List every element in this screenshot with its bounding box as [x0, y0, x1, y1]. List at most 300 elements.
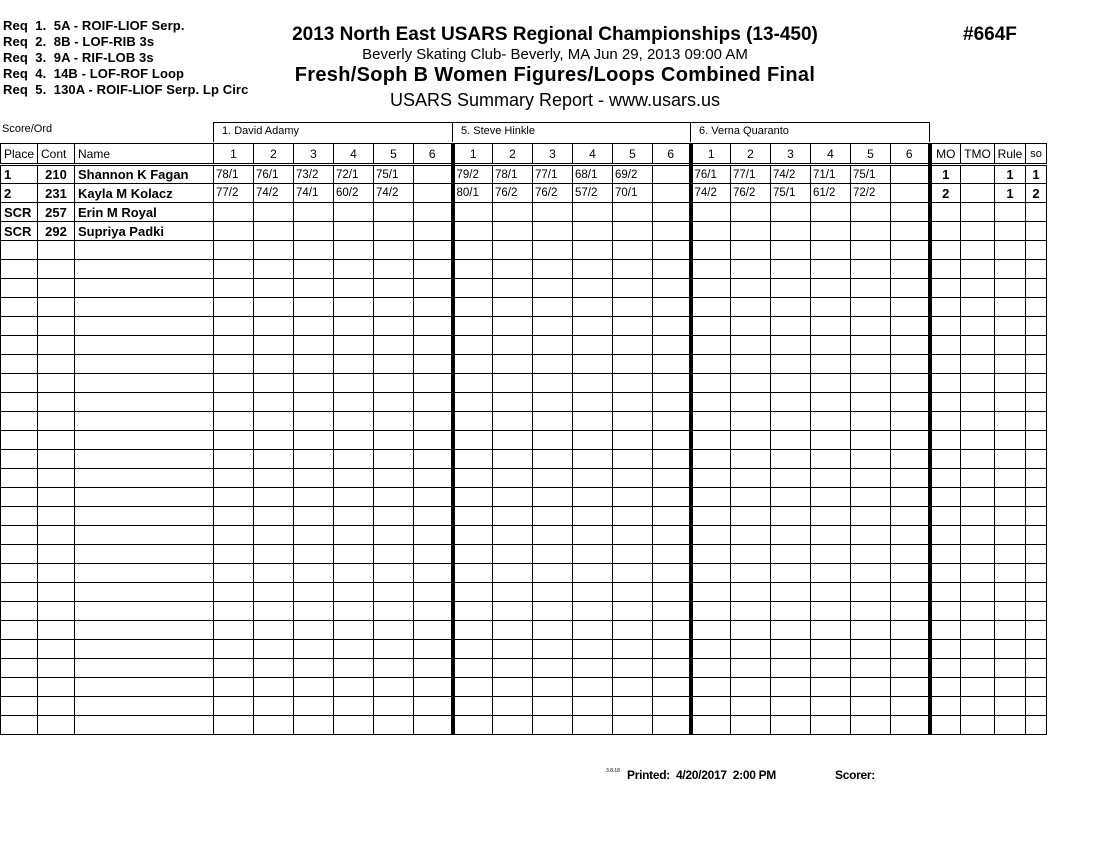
empty-cell: [961, 507, 995, 526]
empty-cell: [493, 678, 533, 697]
empty-cell: [995, 697, 1026, 716]
empty-cell: [214, 241, 254, 260]
empty-cell: [453, 279, 493, 298]
score-j2-fig1: [453, 222, 493, 241]
empty-cell: [930, 336, 961, 355]
empty-cell: [294, 564, 334, 583]
empty-cell: [493, 640, 533, 659]
empty-cell: [453, 241, 493, 260]
score-j1-fig5: 75/1: [374, 165, 414, 184]
empty-cell: [1026, 545, 1047, 564]
empty-cell: [573, 678, 613, 697]
empty-cell: [731, 317, 771, 336]
empty-cell: [214, 583, 254, 602]
empty-cell: [573, 355, 613, 374]
judge-header-2: 5. Steve Hinkle: [452, 122, 691, 142]
empty-cell: [254, 678, 294, 697]
empty-cell: [254, 526, 294, 545]
col-j1-fig4: 4: [334, 144, 374, 165]
empty-cell: [811, 659, 851, 678]
empty-cell: [891, 640, 930, 659]
empty-cell: [453, 621, 493, 640]
score-j2-fig6: [653, 203, 691, 222]
empty-cell: [771, 640, 811, 659]
empty-cell: [334, 241, 374, 260]
empty-cell: [453, 640, 493, 659]
empty-cell: [334, 260, 374, 279]
empty-cell: [573, 545, 613, 564]
empty-cell: [374, 279, 414, 298]
empty-cell: [75, 659, 214, 678]
empty-cell: [214, 450, 254, 469]
tmo-cell: [961, 222, 995, 241]
printed-label: Printed: 4/20/2017 2:00 PM: [627, 768, 777, 782]
empty-cell: [930, 678, 961, 697]
empty-cell: [453, 507, 493, 526]
rule-cell: 1: [995, 184, 1026, 203]
empty-cell: [533, 317, 573, 336]
empty-cell: [214, 678, 254, 697]
empty-cell: [334, 678, 374, 697]
empty-cell: [811, 583, 851, 602]
score-j1-fig4: 60/2: [334, 184, 374, 203]
score-j2-fig5: 69/2: [613, 165, 653, 184]
empty-cell: [374, 659, 414, 678]
empty-cell: [691, 355, 731, 374]
score-j2-fig5: [613, 203, 653, 222]
empty-cell: [38, 469, 75, 488]
score-j1-fig4: 72/1: [334, 165, 374, 184]
empty-cell: [811, 640, 851, 659]
col-mo: MO: [930, 144, 961, 165]
empty-cell: [1, 355, 38, 374]
empty-cell: [891, 374, 930, 393]
empty-row: [1, 450, 1047, 469]
empty-cell: [75, 431, 214, 450]
empty-cell: [214, 336, 254, 355]
empty-cell: [533, 469, 573, 488]
empty-cell: [851, 659, 891, 678]
empty-cell: [995, 602, 1026, 621]
empty-cell: [374, 374, 414, 393]
empty-cell: [493, 374, 533, 393]
empty-cell: [214, 545, 254, 564]
col-j2-fig6: 6: [653, 144, 691, 165]
empty-cell: [75, 526, 214, 545]
empty-cell: [1, 336, 38, 355]
empty-cell: [1, 488, 38, 507]
score-j3-fig5: 72/2: [851, 184, 891, 203]
empty-cell: [75, 241, 214, 260]
empty-cell: [573, 640, 613, 659]
empty-cell: [38, 640, 75, 659]
empty-cell: [493, 526, 533, 545]
empty-cell: [811, 716, 851, 735]
score-j2-fig3: 76/2: [533, 184, 573, 203]
empty-cell: [891, 526, 930, 545]
empty-cell: [38, 583, 75, 602]
empty-cell: [414, 393, 453, 412]
empty-cell: [533, 336, 573, 355]
empty-cell: [75, 260, 214, 279]
empty-cell: [961, 640, 995, 659]
score-j1-fig3: [294, 222, 334, 241]
empty-cell: [731, 583, 771, 602]
empty-cell: [961, 450, 995, 469]
score-j1-fig6: [414, 165, 453, 184]
empty-cell: [294, 260, 334, 279]
empty-cell: [731, 697, 771, 716]
empty-cell: [961, 336, 995, 355]
score-j2-fig6: [653, 222, 691, 241]
empty-cell: [691, 469, 731, 488]
empty-cell: [851, 697, 891, 716]
col-j3-fig2: 2: [731, 144, 771, 165]
empty-cell: [374, 678, 414, 697]
empty-cell: [613, 507, 653, 526]
empty-row: [1, 678, 1047, 697]
empty-cell: [731, 678, 771, 697]
empty-cell: [653, 355, 691, 374]
empty-cell: [38, 279, 75, 298]
empty-cell: [254, 241, 294, 260]
empty-cell: [374, 564, 414, 583]
empty-cell: [653, 716, 691, 735]
empty-cell: [453, 431, 493, 450]
empty-cell: [995, 469, 1026, 488]
empty-row: [1, 640, 1047, 659]
score-j2-fig3: 77/1: [533, 165, 573, 184]
empty-cell: [1026, 583, 1047, 602]
empty-cell: [254, 355, 294, 374]
empty-cell: [414, 374, 453, 393]
empty-cell: [75, 317, 214, 336]
empty-cell: [1, 659, 38, 678]
score-j2-fig1: 80/1: [453, 184, 493, 203]
empty-cell: [75, 336, 214, 355]
empty-cell: [334, 374, 374, 393]
empty-cell: [414, 697, 453, 716]
score-j3-fig2: 77/1: [731, 165, 771, 184]
empty-cell: [414, 431, 453, 450]
empty-cell: [653, 260, 691, 279]
empty-cell: [294, 431, 334, 450]
score-j3-fig1: 74/2: [691, 184, 731, 203]
empty-cell: [214, 526, 254, 545]
empty-cell: [1026, 507, 1047, 526]
score-j2-fig5: [613, 222, 653, 241]
empty-cell: [1026, 298, 1047, 317]
empty-cell: [254, 488, 294, 507]
empty-cell: [653, 317, 691, 336]
empty-cell: [414, 241, 453, 260]
empty-cell: [294, 716, 334, 735]
empty-cell: [1, 412, 38, 431]
empty-cell: [691, 488, 731, 507]
empty-cell: [1026, 241, 1047, 260]
empty-cell: [214, 279, 254, 298]
empty-cell: [533, 450, 573, 469]
empty-cell: [38, 355, 75, 374]
empty-cell: [891, 431, 930, 450]
empty-cell: [334, 659, 374, 678]
empty-cell: [75, 355, 214, 374]
empty-cell: [414, 640, 453, 659]
score-j2-fig2: 78/1: [493, 165, 533, 184]
empty-cell: [493, 659, 533, 678]
empty-cell: [771, 374, 811, 393]
empty-cell: [38, 621, 75, 640]
empty-cell: [1026, 374, 1047, 393]
empty-cell: [653, 507, 691, 526]
score-j1-fig3: [294, 203, 334, 222]
empty-cell: [891, 507, 930, 526]
empty-cell: [731, 336, 771, 355]
empty-cell: [811, 526, 851, 545]
empty-cell: [891, 279, 930, 298]
col-j3-fig6: 6: [891, 144, 930, 165]
empty-cell: [961, 659, 995, 678]
empty-cell: [995, 279, 1026, 298]
empty-cell: [961, 602, 995, 621]
empty-cell: [811, 602, 851, 621]
empty-cell: [254, 640, 294, 659]
empty-cell: [334, 298, 374, 317]
empty-cell: [691, 659, 731, 678]
score-j3-fig5: 75/1: [851, 165, 891, 184]
score-j1-fig1: 77/2: [214, 184, 254, 203]
empty-cell: [38, 507, 75, 526]
score-j3-fig3: [771, 203, 811, 222]
empty-cell: [493, 298, 533, 317]
empty-cell: [811, 507, 851, 526]
empty-cell: [294, 241, 334, 260]
empty-cell: [691, 431, 731, 450]
empty-cell: [334, 393, 374, 412]
empty-cell: [851, 355, 891, 374]
empty-cell: [691, 507, 731, 526]
empty-cell: [995, 545, 1026, 564]
empty-cell: [771, 659, 811, 678]
empty-cell: [961, 374, 995, 393]
empty-cell: [214, 412, 254, 431]
empty-cell: [533, 374, 573, 393]
empty-cell: [653, 431, 691, 450]
empty-cell: [771, 507, 811, 526]
empty-cell: [334, 564, 374, 583]
empty-cell: [214, 659, 254, 678]
empty-cell: [811, 298, 851, 317]
empty-cell: [653, 298, 691, 317]
empty-cell: [334, 602, 374, 621]
empty-cell: [653, 564, 691, 583]
score-j3-fig5: [851, 203, 891, 222]
empty-cell: [1026, 336, 1047, 355]
empty-cell: [374, 336, 414, 355]
empty-cell: [731, 241, 771, 260]
empty-cell: [573, 279, 613, 298]
empty-cell: [214, 260, 254, 279]
empty-cell: [811, 488, 851, 507]
empty-cell: [731, 260, 771, 279]
empty-row: [1, 260, 1047, 279]
cont-cell: 231: [38, 184, 75, 203]
judge-header-1: 1. David Adamy: [213, 122, 453, 142]
empty-cell: [613, 450, 653, 469]
empty-cell: [995, 241, 1026, 260]
empty-cell: [930, 355, 961, 374]
empty-cell: [691, 412, 731, 431]
empty-cell: [653, 640, 691, 659]
empty-cell: [493, 393, 533, 412]
empty-cell: [533, 716, 573, 735]
empty-cell: [1, 241, 38, 260]
empty-cell: [294, 298, 334, 317]
score-j1-fig5: 74/2: [374, 184, 414, 203]
empty-cell: [294, 697, 334, 716]
empty-cell: [653, 469, 691, 488]
empty-cell: [334, 697, 374, 716]
empty-cell: [573, 317, 613, 336]
empty-cell: [731, 355, 771, 374]
empty-cell: [1026, 393, 1047, 412]
empty-row: [1, 336, 1047, 355]
empty-cell: [573, 241, 613, 260]
empty-cell: [961, 317, 995, 336]
empty-cell: [691, 697, 731, 716]
empty-cell: [851, 450, 891, 469]
score-j1-fig2: [254, 203, 294, 222]
empty-cell: [75, 393, 214, 412]
empty-cell: [891, 602, 930, 621]
empty-cell: [75, 583, 214, 602]
tmo-cell: [961, 203, 995, 222]
empty-cell: [414, 279, 453, 298]
empty-cell: [891, 393, 930, 412]
empty-cell: [75, 697, 214, 716]
empty-cell: [493, 602, 533, 621]
empty-row: [1, 317, 1047, 336]
place-cell: SCR: [1, 222, 38, 241]
empty-cell: [493, 716, 533, 735]
col-j2-fig4: 4: [573, 144, 613, 165]
empty-row: [1, 279, 1047, 298]
empty-cell: [930, 602, 961, 621]
empty-cell: [573, 431, 613, 450]
empty-cell: [691, 602, 731, 621]
empty-cell: [771, 469, 811, 488]
empty-cell: [75, 640, 214, 659]
empty-cell: [851, 545, 891, 564]
empty-cell: [930, 564, 961, 583]
empty-cell: [930, 241, 961, 260]
empty-cell: [995, 317, 1026, 336]
empty-cell: [891, 317, 930, 336]
empty-cell: [38, 678, 75, 697]
col-j1-fig6: 6: [414, 144, 453, 165]
empty-cell: [374, 488, 414, 507]
empty-cell: [613, 488, 653, 507]
empty-cell: [811, 431, 851, 450]
col-j2-fig3: 3: [533, 144, 573, 165]
requirement-1: Req 1. 5A - ROIF-LIOF Serp.: [3, 18, 185, 33]
score-j2-fig4: [573, 222, 613, 241]
empty-cell: [653, 336, 691, 355]
empty-cell: [334, 450, 374, 469]
empty-cell: [374, 431, 414, 450]
empty-cell: [1026, 355, 1047, 374]
empty-cell: [334, 621, 374, 640]
empty-cell: [961, 412, 995, 431]
empty-cell: [771, 526, 811, 545]
empty-cell: [493, 412, 533, 431]
empty-cell: [811, 697, 851, 716]
empty-cell: [653, 526, 691, 545]
empty-row: [1, 697, 1047, 716]
col-tmo: TMO: [961, 144, 995, 165]
empty-cell: [374, 697, 414, 716]
empty-cell: [414, 355, 453, 374]
empty-cell: [38, 260, 75, 279]
col-j1-fig1: 1: [214, 144, 254, 165]
empty-cell: [214, 374, 254, 393]
empty-cell: [334, 469, 374, 488]
empty-cell: [891, 336, 930, 355]
empty-cell: [294, 678, 334, 697]
empty-cell: [254, 374, 294, 393]
col-j3-fig5: 5: [851, 144, 891, 165]
empty-cell: [533, 507, 573, 526]
empty-cell: [75, 716, 214, 735]
col-so: so: [1026, 144, 1047, 165]
score-j1-fig6: [414, 203, 453, 222]
empty-cell: [811, 241, 851, 260]
requirement-5: Req 5. 130A - ROIF-LIOF Serp. Lp Circ: [3, 82, 249, 97]
empty-cell: [493, 545, 533, 564]
empty-cell: [731, 716, 771, 735]
empty-cell: [995, 583, 1026, 602]
empty-cell: [294, 488, 334, 507]
empty-cell: [851, 640, 891, 659]
empty-cell: [961, 241, 995, 260]
empty-cell: [1, 469, 38, 488]
empty-cell: [453, 488, 493, 507]
empty-cell: [1026, 716, 1047, 735]
empty-cell: [573, 697, 613, 716]
empty-cell: [493, 507, 533, 526]
empty-cell: [891, 583, 930, 602]
empty-cell: [254, 716, 294, 735]
empty-cell: [453, 545, 493, 564]
empty-cell: [374, 507, 414, 526]
empty-cell: [414, 545, 453, 564]
empty-cell: [930, 279, 961, 298]
empty-cell: [691, 716, 731, 735]
empty-cell: [961, 488, 995, 507]
empty-cell: [573, 602, 613, 621]
empty-cell: [613, 469, 653, 488]
empty-cell: [214, 602, 254, 621]
empty-cell: [453, 374, 493, 393]
empty-cell: [653, 450, 691, 469]
empty-row: [1, 469, 1047, 488]
empty-cell: [691, 640, 731, 659]
empty-cell: [414, 450, 453, 469]
empty-cell: [254, 317, 294, 336]
report-title: USARS Summary Report - www.usars.us: [389, 90, 721, 110]
empty-cell: [533, 412, 573, 431]
table-row: [1, 165, 1047, 184]
